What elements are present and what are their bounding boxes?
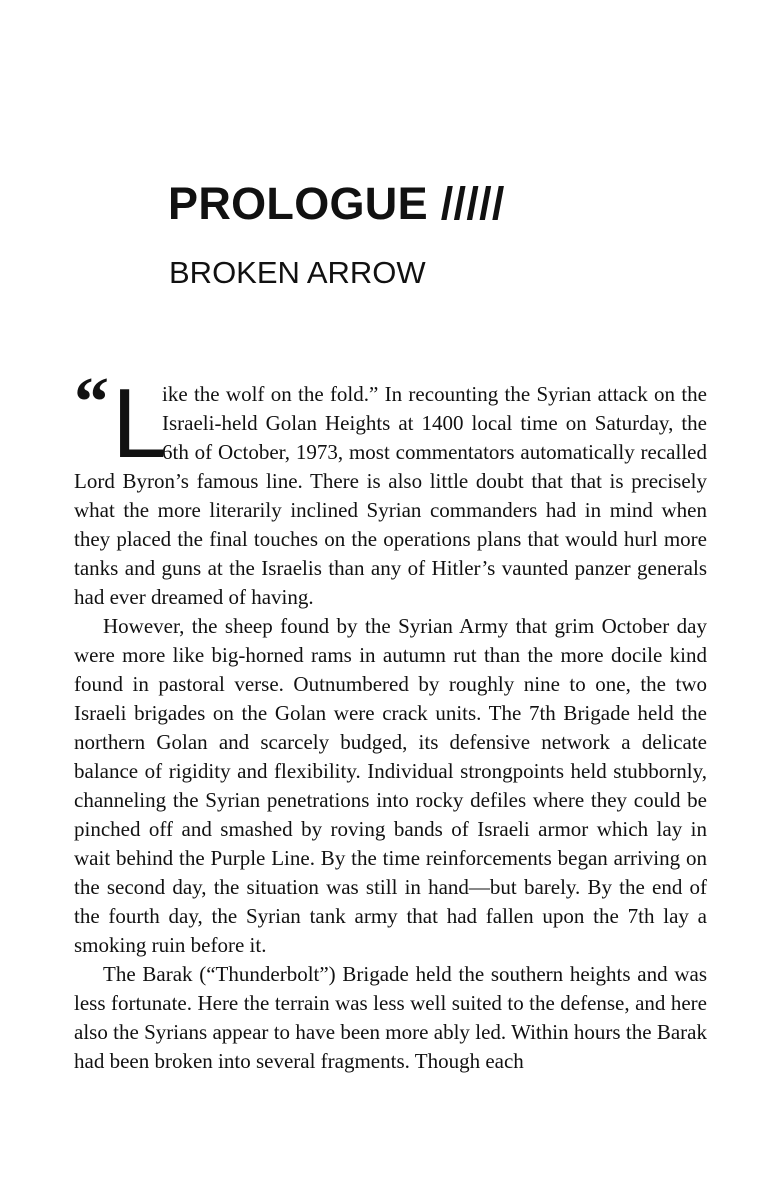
drop-cap-letter: L: [112, 368, 167, 478]
paragraph-2: However, the sheep found by the Syrian Army that grim October day were more like big-horned rams in autumn rut than the more docile kind found in pastoral verse. Outnumbered by roughly nine to one, the two Israeli brigades on the Golan were crack units. The 7th Brigade held the northern Golan and scarcely budged, its defensive network a delicate balance of rigidity and flexibility. Individual strongpoints held stubbornly, channeling the Syrian penetrations into rocky defiles where they could be pinched off and smashed by roving bands of Israeli armor which lay in wait behind the Purple Line. By the time reinforcements began arriving on the second day, the situation was still in hand—but barely. By the end of the fourth day, the Syrian tank army that had fallen upon the 7th lay a smoking ruin before it.: [74, 614, 707, 957]
paragraph-3: The Barak (“Thunderbolt”) Brigade held the southern heights and was less fortunate. Here the terrain was less well suited to the defense, and here also the Syrians appear to have been more ably led. Within hours the Barak had been broken into several fragments. Though each: [74, 962, 707, 1073]
paragraph-1-text: ike the wolf on the fold.” In recounting the Syrian attack on the Israeli-held Golan Heights at 1400 local time on Saturday, the 6th of October, 1973, most commentators automatically recalled Lord Byron’s famous line. There is also little doubt that that is precisely what the more literarily inclined Syrian commanders had in mind when they placed the final touches on the operations plans that would hurl more tanks and guns at the Israelis than any of Hitler’s vaunted panzer generals had ever dreamed of having.: [74, 382, 707, 609]
drop-cap-quote: “: [74, 364, 109, 441]
body-text: [74, 364, 707, 1076]
paragraph-1: [74, 364, 707, 612]
chapter-subtitle: BROKEN ARROW: [169, 255, 426, 290]
chapter-title: PROLOGUE /////: [168, 178, 505, 229]
drop-cap: [74, 364, 167, 478]
